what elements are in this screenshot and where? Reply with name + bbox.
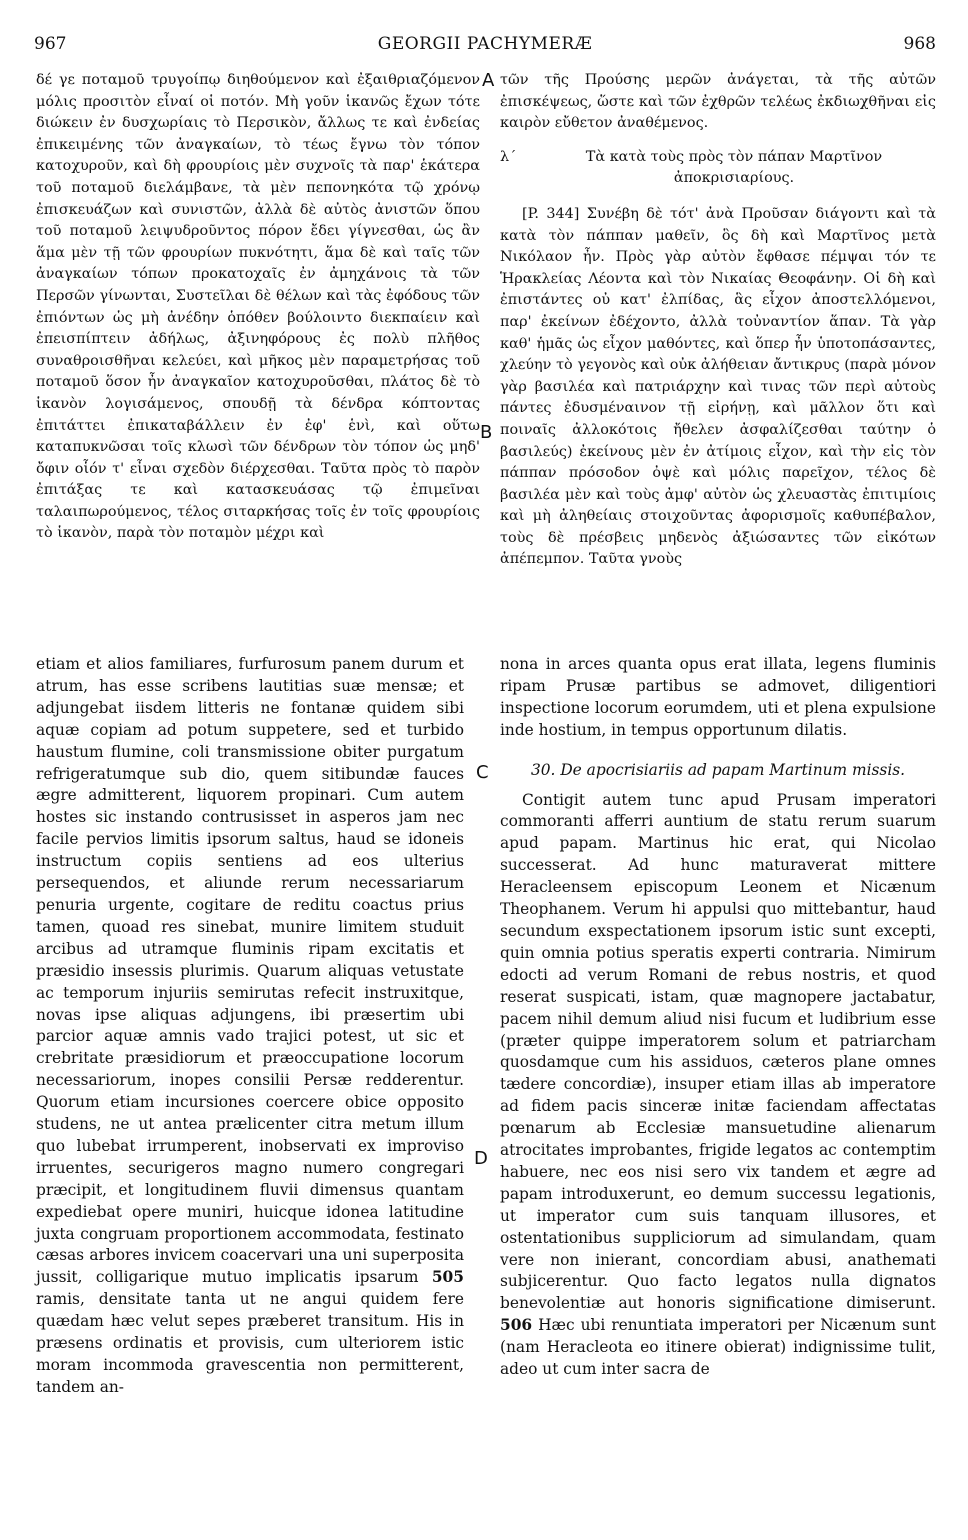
margin-letter-c: C bbox=[476, 762, 489, 783]
greek-section-heading bbox=[500, 147, 936, 190]
margin-letter-a: A bbox=[482, 70, 495, 91]
latin-right-text-b: Hæc ubi renuntiata imperatori per Nicænum sunt (nam Heracleota eo itinere obierat) indignissime tulit, adeo ut cum inter sacra de bbox=[500, 1316, 936, 1379]
latin-left-text-a: etiam et alios familiares, furfurosum panem durum et atrum, has esse scribens lautitias suæ mensæ; et adjungebat iisdem litteris ne fontanæ quidem sibi aquæ copiam ad potum suppetere, sed et turbido haustum flumine, coli transmissione obiter purgatum refrigeratumque sub dio, quem sitibundæ fauces ægre admitterent, liquorem propinari. Cum autem hostes sic instando contrusisset in asperos jam nec facile pervios limitis ipsorum saltus, haud se idoneis instructum copiis sentiens ad eos ulterius persequendos, et aliunde rerum necessariarum penuria urgente, cogitare de reditu coactus prius tamen, quoad res sinebat, munire limitem studuit arcibus ad utramque fluminis ripam excitatis et præsidio insessis plurimis. Quarum aliquas vetustate ac temporum injuriis semirutas refecit instruxitque, novas ipse aliquas adjungens, ibi præsertim ubi parcior aquæ amnis vado trajici potest, ut sic et crebritate præsidiorum et præoccupatione locorum necessariorum, inopes consilii Persæ redderentur. Quorum etiam incursiones coercere obice opposito studens, ne ut antea prælicenter citra metum illum quo lubebat irrumperent, inobservati ex improviso irruentes, securigeros magno numero congregari præcipit, et longitudinem fluvii dimensus quantam expediebat opere muniri, huicque idonea latitudine juxta congruam proportionem accommodata, festinato cæsas arbores invicem coacervari una uni superposita jussit, colligarique mutuo implicatis ipsarum bbox=[36, 655, 464, 1287]
margin-letter-d: D bbox=[474, 1148, 488, 1169]
page-number-left: 967 bbox=[34, 34, 67, 54]
greek-right-paragraph-body bbox=[500, 204, 936, 571]
latin-right-paragraph-top: nona in arces quanta opus erat illata, legens fluminis ripam Prusæ partibus se admovet, diligentiori inspectione locorum eorumdem, uti et plena expulsione inde hostium, in tempus opportunum dilatis. bbox=[500, 655, 936, 739]
page-number-right: 968 bbox=[903, 34, 936, 54]
page-header bbox=[34, 34, 936, 56]
greek-column-left bbox=[36, 70, 480, 545]
latin-right-text-a: Contigit autem tunc apud Prusam imperatori commoranti afferri auntium de statu rerum suarum apud papam. Martinus hic erat, qui Nicolao successerat. Ad hunc maturaverat mittere Heracleensem episcopum Leonem et Nicænum Theophanem. Verum hi appulsi quo mittebantur, haud secundum exspectationem ipsorum istic sunt excepti, quin omnia potius speratis experti contraria. Nimirum edocti ad verum Romani de rebus nostris, et quod reserat suspicati, istam, quæ magnopere jactabatur, pacem nihil demum aliud nisi fucum et ludibrium esse (præter quippe imperatorem solum et patriarcham quosdamque cum his assiduos, cæteros plane omnes tædere concordiæ), insuper etiam illas ab imperatore ad fidem pacis sinceræ initæ faciendam affectatas pœnarum ab Ecclesiæ mansuetudine alienarum atrocitates improbantes, frigide legatos ac contemptim habuere, nec eos nisi sero vix tandem et ægre ad papam introduxerunt, eo demum successu legationis, ut imperator cum suis tanquam illusores, et ostentationibus suppliciorum ad simulandam, quam vere non inierant, concordiam abusi, anathemati subjicerentur. Quo facto legatos nulla dignatos benevolentiæ aut honoris significatione dimiserunt. bbox=[500, 790, 936, 1313]
margin-letter-b: B bbox=[480, 422, 493, 443]
page-marker-506: 506 bbox=[500, 1316, 533, 1335]
page-marker-505: 505 bbox=[431, 1268, 464, 1287]
latin-column-right bbox=[500, 654, 936, 1381]
running-title: GEORGII PACHYMERÆ bbox=[377, 34, 593, 54]
greek-column-right bbox=[500, 70, 936, 571]
latin-left-text-b: ramis, densitate tanta ut ne angui quidem fere quædam hæc velut sepes præberet transitum. His in præsens ordinatis et provisis, cum ulteriorem istic moram incommoda gravescentia non permitterent, tandem an- bbox=[36, 1290, 464, 1396]
greek-section-number: λ΄ bbox=[500, 148, 517, 165]
latin-section-title: 30. De apocrisiariis ad papam Martinum missis. bbox=[530, 760, 906, 779]
latin-right-paragraph bbox=[500, 790, 936, 1381]
greek-section-title: Τὰ κατὰ τοὺς πρὸς τὸν πάπαν Μαρτῖνον ἀποκρισιαρίους. bbox=[585, 148, 883, 187]
greek-right-paragraph-top: τῶν τῆς Προύσης μερῶν ἀνάγεται, τὰ τῆς αὐτῶν ἐπισκέψεως, ὥστε καὶ τῶν ἐχθρῶν τελέως ἐκδιωχθῆναι εἰς καιρὸν εὔθετον ἀναθέμενος. bbox=[500, 72, 936, 132]
greek-left-paragraph: δέ γε ποταμοῦ τρυγοίπῳ διηθούμενον καὶ ἐξαιθριαζόμενον μόλις προσιτὸν εἶναί οἱ ποτόν. Μὴ γοῦν ἱκανῶς ἔχων τότε διώκειν ἐν δυσχωρίαις τὸ Περσικὸν, ἄλλως τε καὶ ἐνδείας ἐπικειμένης τῶν ἀναγκαίων, τὸ τέως ἔγνω τὸν τόπον κατοχυροῦν, καὶ δὴ φρουρίοις μὲν συχνοῖς τὰ παρ' ἑκάτερα τοῦ ποταμοῦ διελάμβανε, τὰ μὲν πεπονηκότα τῷ χρόνῳ ἐπισκευάζων καὶ συνιστῶν, ἀλλὰ δὲ αὐτὸς ἀνιστῶν ὅπου τοῦ ποταμοῦ λειψυδροῦντος πόρον ἔδει γίγνεσθαι, ὡς ἂν ἅμα μὲν τῇ τῶν φρουρίων πυκνότητι, ἅμα δὲ καὶ ταῖς τῶν ἀναγκαίων τόπων προκατοχαῖς ἐν ἀμηχάνοις τὰ τῶν Περσῶν γίνωνται, Συστεῖλαι δὲ θέλων καὶ τὰς ἐφόδους τῶν ἐπιόντων ὡς μὴ ἀνέδην ὁπόθεν βούλοιντο διεκπαίειν καὶ ἐπεισπίπτειν ἀδήλως, ἀξινηφόρους ἐς πολὺ πλῆθος συναθροισθῆναι κελεύει, καὶ μῆκος μὲν παραμετρήσας τοῦ ποταμοῦ ὅσον ἦν ἀναγκαῖον κατοχυροῦσθαι, πλάτος δὲ τὸ ἱκανὸν λογισάμενος, σπουδῇ τὰ δένδρα κόπτοντας ἐπιτάττει ἐπικαταβάλλειν ἐν ἐφ' ἑνὶ, καὶ οὕτω καταπυκνῶσαι τοῖς κλωσὶ τῶν δένδρων τὸν τόπον ὡς μηδ' ὄφιν οἷόν τ' εἶναι σχεδὸν διέρχεσθαι. Ταῦτα πρὸς τὸ παρὸν ἐπιτάξας τε καὶ κατασκευάσας τῷ ἐπιμεῖναι ταλαιπωρούμενος, τέλος σιταρκήσας τοῖς ἐν τοῖς φρουρίοις τὸ ἱκανὸν, παρὰ τὸν ποταμὸν μέχρι καὶ bbox=[36, 72, 480, 542]
latin-left-paragraph bbox=[36, 654, 464, 1399]
greek-right-body-text: Συνέβη δὲ τότ' ἀνὰ Προῦσαν διάγοντι καὶ τὰ κατὰ τὸν πάππαν μαθεῖν, ὃς δὴ καὶ Μαρτῖνος μετὰ Νικόλαον ἦν. Πρὸς γὰρ αὐτὸν ἔφθασε πέμψαι τόν τε Ἡρακλείας Λέοντα καὶ τὸν Νικαίας Θεοφάνην. Οἱ δὴ καὶ ἐπιστάντες οὐ κατ' ἐλπίδας, ἃς εἶχον ἀποστελλόμενοι, παρ' ἐκείνων ἐδέχοντο, ἀλλὰ τοὐναντίον ἅπαν. Τὰ γὰρ καθ' ἡμᾶς ὡς εἶχον μαθόντες, καὶ ὅπερ ἦν ὑποτοπάσαντες, χλεύην τὸ γεγονὸς καὶ οὐκ ἀλήθειαν ἄντικρυς (παρὰ μόνον γὰρ βασιλέα καὶ πατριάρχην καὶ τινας τῶν περὶ αὐτοὺς πάντες ἐδυσμέναινον τῇ εἰρήνῃ, καὶ μᾶλλον ὅτι καὶ ποιναῖς ἀλλοκότοις ἤθελεν ἀσφαλίζεσθαι ταύτην ὁ βασιλεύς) ἐκείνους μὲν ἐν ἀτίμοις εἶχον, καὶ τὴν εἰς τὸν πάππαν πρόσοδον ὀψὲ καὶ μόλις παρεῖχον, τέλος δὲ βασιλέα μὲν καὶ τοὺς ἀμφ' αὐτὸν ὡς χλευαστὰς ἐπιτιμίοις καὶ μὴ ἀληθείαις στοιχοῦντας ἀφορισμοῖς καθυπέβαλον, τοὺς δὲ πρέσβεις μηδενὸς ἀξιώσαντες τῶν εἰκότων ἀπέπεμπον. Ταῦτα γνοὺς bbox=[500, 205, 936, 568]
page-reference: [P. 344] bbox=[522, 205, 580, 222]
latin-column-left bbox=[36, 654, 464, 1399]
